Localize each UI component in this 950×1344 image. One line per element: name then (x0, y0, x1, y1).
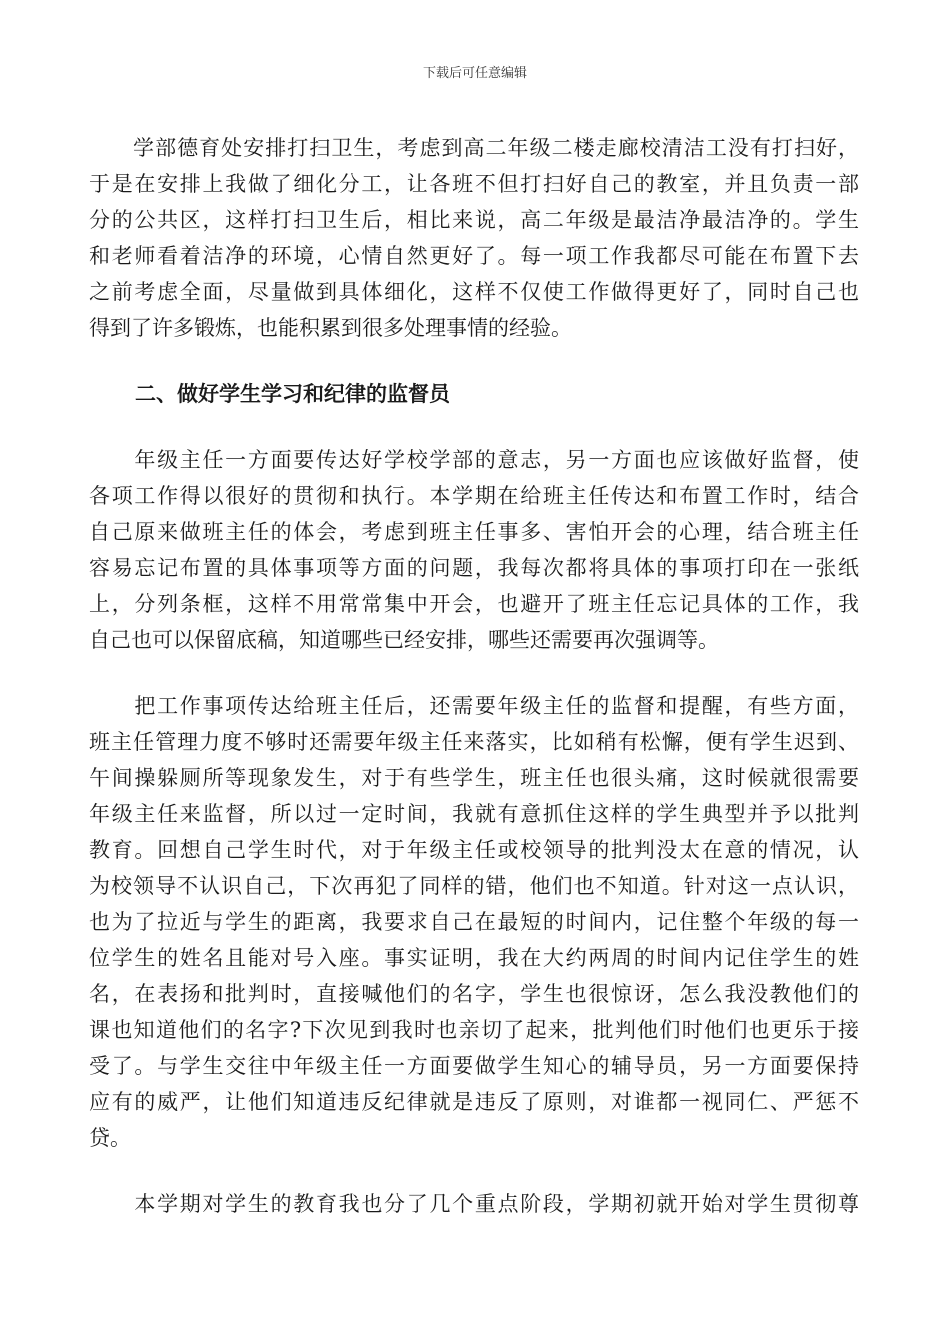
paragraph-line: 班主任管理力度不够时还需要年级主任来落实，比如稍有松懈，便有学生迟到、 (89, 730, 859, 754)
paragraph-line: 也为了拉近与学生的距离，我要求自己在最短的时间内，记住整个年级的每一 (89, 910, 859, 934)
paragraph-line: 贷。 (89, 1126, 131, 1150)
section-heading: 二、做好学生学习和纪律的监督员 (135, 382, 450, 406)
page-header: 下载后可任意编辑 (422, 66, 527, 81)
paragraph-discipline (89, 688, 859, 1156)
paragraph-line: 自己原来做班主任的体会，考虑到班主任事多、害怕开会的心理，结合班主任 (89, 520, 859, 544)
paragraph-cleaning (89, 130, 859, 346)
paragraph-line: 午间操躲厕所等现象发生，对于有些学生，班主任也很头痛，这时候就很需要 (89, 766, 859, 790)
document-body (89, 130, 859, 1252)
paragraph-line: 学部德育处安排打扫卫生，考虑到高二年级二楼走廊校清洁工没有打扫好， (89, 136, 859, 160)
paragraph-line: 之前考虑全面，尽量做到具体细化，这样不仅使工作做得更好了，同时自己也 (89, 280, 859, 304)
paragraph-line: 和老师看着洁净的环境，心情自然更好了。每一项工作我都尽可能在布置下去 (89, 244, 859, 268)
paragraph-line: 年级主任一方面要传达好学校学部的意志，另一方面也应该做好监督，使 (89, 448, 859, 472)
paragraph-line: 分的公共区，这样打扫卫生后，相比来说，高二年级是最洁净最洁净的。学生 (89, 208, 859, 232)
paragraph-line: 上，分列条框，这样不用常常集中开会，也避开了班主任忘记具体的工作，我 (89, 592, 859, 616)
paragraph-education-stages (89, 1186, 859, 1222)
paragraph-line: 位学生的姓名且能对号入座。事实证明，我在大约两周的时间内记住学生的姓 (89, 946, 859, 970)
paragraph-line: 受了。与学生交往中年级主任一方面要做学生知心的辅导员，另一方面要保持 (89, 1054, 859, 1078)
paragraph-line: 容易忘记布置的具体事项等方面的问题，我每次都将具体的事项打印在一张纸 (89, 556, 859, 580)
paragraph-supervision (89, 442, 859, 658)
paragraph-line: 年级主任来监督，所以过一定时间，我就有意抓住这样的学生典型并予以批判 (89, 802, 859, 826)
paragraph-line: 各项工作得以很好的贯彻和执行。本学期在给班主任传达和布置工作时，结合 (89, 484, 859, 508)
paragraph-line: 自己也可以保留底稿，知道哪些已经安排，哪些还需要再次强调等。 (89, 628, 719, 652)
paragraph-line: 名，在表扬和批判时，直接喊他们的名字，学生也很惊讶，怎么我没教他们的 (89, 982, 859, 1006)
paragraph-line: 为校领导不认识自己，下次再犯了同样的错，他们也不知道。针对这一点认识， (89, 874, 859, 898)
paragraph-line: 把工作事项传达给班主任后，还需要年级主任的监督和提醒，有些方面， (89, 694, 859, 718)
paragraph-line: 课也知道他们的名字?下次见到我时也亲切了起来，批判他们时他们也更乐于接 (89, 1018, 859, 1042)
paragraph-line: 应有的威严，让他们知道违反纪律就是违反了原则，对谁都一视同仁、严惩不 (89, 1090, 859, 1114)
paragraph-line: 教育。回想自己学生时代，对于年级主任或校领导的批判没太在意的情况，认 (89, 838, 859, 862)
paragraph-line: 得到了许多锻炼，也能积累到很多处理事情的经验。 (89, 316, 572, 340)
paragraph-line: 于是在安排上我做了细化分工，让各班不但打扫好自己的教室，并且负责一部 (89, 172, 859, 196)
paragraph-line: 本学期对学生的教育我也分了几个重点阶段，学期初就开始对学生贯彻尊 (89, 1192, 859, 1216)
